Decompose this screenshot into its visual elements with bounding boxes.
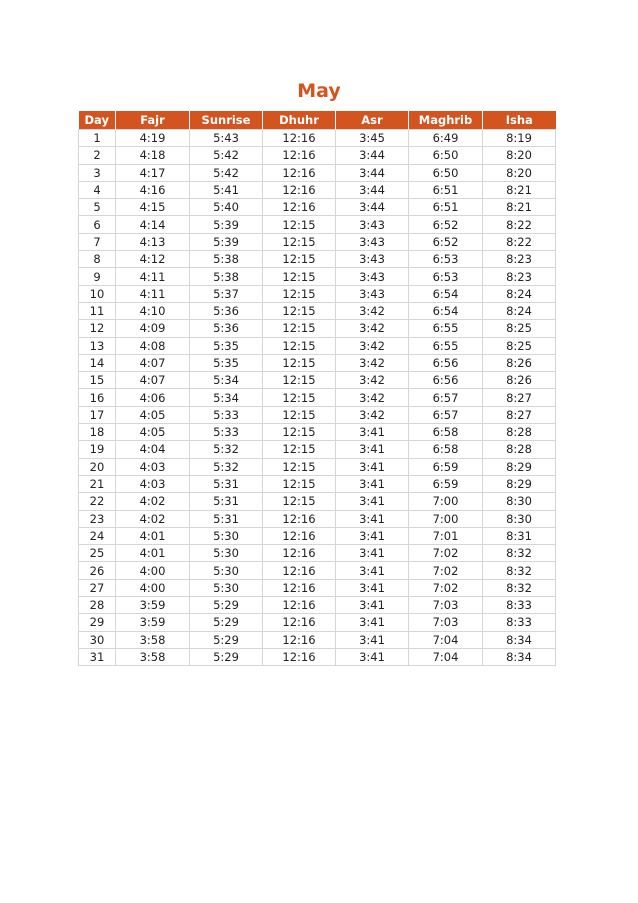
cell-dhuhr: 12:16: [263, 147, 336, 164]
cell-asr: 3:41: [336, 562, 409, 579]
cell-fajr: 4:11: [116, 285, 190, 302]
table-row: [79, 354, 556, 371]
column-header-maghrib: Maghrib: [409, 111, 483, 130]
cell-fajr: 4:17: [116, 164, 190, 181]
cell-asr: 3:41: [336, 458, 409, 475]
cell-day: 20: [79, 458, 116, 475]
table-row: [79, 424, 556, 441]
cell-dhuhr: 12:16: [263, 545, 336, 562]
cell-sunrise: 5:37: [190, 285, 263, 302]
cell-asr: 3:41: [336, 597, 409, 614]
cell-maghrib: 6:53: [409, 251, 483, 268]
cell-maghrib: 6:58: [409, 424, 483, 441]
cell-maghrib: 6:52: [409, 233, 483, 250]
cell-dhuhr: 12:15: [263, 302, 336, 319]
cell-day: 8: [79, 251, 116, 268]
cell-sunrise: 5:32: [190, 458, 263, 475]
cell-sunrise: 5:33: [190, 424, 263, 441]
cell-fajr: 4:04: [116, 441, 190, 458]
cell-dhuhr: 12:15: [263, 251, 336, 268]
cell-maghrib: 7:02: [409, 579, 483, 596]
cell-sunrise: 5:29: [190, 648, 263, 665]
cell-fajr: 4:18: [116, 147, 190, 164]
cell-fajr: 3:58: [116, 631, 190, 648]
cell-isha: 8:32: [483, 579, 556, 596]
cell-fajr: 4:06: [116, 389, 190, 406]
cell-isha: 8:34: [483, 631, 556, 648]
cell-dhuhr: 12:16: [263, 199, 336, 216]
cell-fajr: 4:15: [116, 199, 190, 216]
table-row: [79, 458, 556, 475]
cell-asr: 3:42: [336, 389, 409, 406]
cell-isha: 8:23: [483, 251, 556, 268]
cell-fajr: 4:03: [116, 475, 190, 492]
table-row: [79, 320, 556, 337]
cell-isha: 8:24: [483, 285, 556, 302]
table-row: [79, 562, 556, 579]
cell-day: 30: [79, 631, 116, 648]
cell-asr: 3:41: [336, 545, 409, 562]
cell-isha: 8:31: [483, 527, 556, 544]
cell-asr: 3:42: [336, 372, 409, 389]
column-header-isha: Isha: [483, 111, 556, 130]
cell-isha: 8:33: [483, 614, 556, 631]
cell-asr: 3:44: [336, 199, 409, 216]
cell-maghrib: 6:57: [409, 389, 483, 406]
cell-sunrise: 5:41: [190, 181, 263, 198]
cell-fajr: 4:14: [116, 216, 190, 233]
cell-isha: 8:30: [483, 510, 556, 527]
cell-dhuhr: 12:15: [263, 320, 336, 337]
cell-day: 15: [79, 372, 116, 389]
table-header: [79, 111, 556, 130]
cell-dhuhr: 12:15: [263, 354, 336, 371]
cell-day: 12: [79, 320, 116, 337]
column-header-sunrise: Sunrise: [190, 111, 263, 130]
cell-isha: 8:20: [483, 164, 556, 181]
cell-dhuhr: 12:16: [263, 631, 336, 648]
cell-day: 7: [79, 233, 116, 250]
cell-maghrib: 6:51: [409, 181, 483, 198]
cell-dhuhr: 12:15: [263, 285, 336, 302]
cell-asr: 3:41: [336, 424, 409, 441]
table-row: [79, 389, 556, 406]
cell-day: 11: [79, 302, 116, 319]
cell-maghrib: 6:49: [409, 130, 483, 147]
cell-day: 9: [79, 268, 116, 285]
cell-maghrib: 7:00: [409, 493, 483, 510]
cell-day: 19: [79, 441, 116, 458]
cell-sunrise: 5:31: [190, 493, 263, 510]
cell-maghrib: 6:56: [409, 354, 483, 371]
cell-asr: 3:42: [336, 406, 409, 423]
cell-sunrise: 5:31: [190, 475, 263, 492]
cell-fajr: 4:05: [116, 424, 190, 441]
cell-sunrise: 5:38: [190, 251, 263, 268]
table-row: [79, 372, 556, 389]
cell-dhuhr: 12:16: [263, 164, 336, 181]
cell-day: 23: [79, 510, 116, 527]
cell-sunrise: 5:32: [190, 441, 263, 458]
cell-asr: 3:42: [336, 354, 409, 371]
cell-fajr: 4:09: [116, 320, 190, 337]
cell-sunrise: 5:36: [190, 320, 263, 337]
cell-sunrise: 5:30: [190, 562, 263, 579]
cell-isha: 8:33: [483, 597, 556, 614]
cell-maghrib: 7:02: [409, 545, 483, 562]
cell-isha: 8:26: [483, 354, 556, 371]
cell-day: 25: [79, 545, 116, 562]
cell-fajr: 4:05: [116, 406, 190, 423]
cell-maghrib: 6:52: [409, 216, 483, 233]
cell-isha: 8:32: [483, 562, 556, 579]
cell-sunrise: 5:33: [190, 406, 263, 423]
cell-asr: 3:41: [336, 527, 409, 544]
cell-day: 18: [79, 424, 116, 441]
page-title: May: [297, 80, 341, 102]
cell-fajr: 4:13: [116, 233, 190, 250]
cell-asr: 3:41: [336, 614, 409, 631]
table-row: [79, 493, 556, 510]
cell-isha: 8:22: [483, 233, 556, 250]
cell-dhuhr: 12:16: [263, 579, 336, 596]
table-row: [79, 285, 556, 302]
table-row: [79, 441, 556, 458]
cell-asr: 3:43: [336, 251, 409, 268]
cell-sunrise: 5:29: [190, 597, 263, 614]
cell-asr: 3:42: [336, 302, 409, 319]
table-row: [79, 527, 556, 544]
cell-dhuhr: 12:15: [263, 389, 336, 406]
table-row: [79, 648, 556, 665]
table-row: [79, 302, 556, 319]
cell-dhuhr: 12:15: [263, 458, 336, 475]
cell-dhuhr: 12:16: [263, 510, 336, 527]
cell-asr: 3:42: [336, 337, 409, 354]
table-row: [79, 147, 556, 164]
cell-day: 6: [79, 216, 116, 233]
cell-sunrise: 5:29: [190, 631, 263, 648]
cell-asr: 3:44: [336, 164, 409, 181]
cell-dhuhr: 12:15: [263, 268, 336, 285]
cell-maghrib: 6:55: [409, 320, 483, 337]
cell-isha: 8:29: [483, 458, 556, 475]
cell-day: 22: [79, 493, 116, 510]
cell-maghrib: 7:03: [409, 614, 483, 631]
cell-dhuhr: 12:16: [263, 181, 336, 198]
table-row: [79, 164, 556, 181]
table-row: [79, 268, 556, 285]
cell-isha: 8:25: [483, 320, 556, 337]
cell-isha: 8:21: [483, 181, 556, 198]
cell-asr: 3:43: [336, 268, 409, 285]
cell-fajr: 4:02: [116, 510, 190, 527]
cell-fajr: 4:19: [116, 130, 190, 147]
cell-asr: 3:42: [336, 320, 409, 337]
cell-isha: 8:30: [483, 493, 556, 510]
cell-dhuhr: 12:16: [263, 130, 336, 147]
cell-day: 17: [79, 406, 116, 423]
cell-maghrib: 7:02: [409, 562, 483, 579]
cell-dhuhr: 12:15: [263, 424, 336, 441]
table-row: [79, 579, 556, 596]
cell-isha: 8:25: [483, 337, 556, 354]
cell-dhuhr: 12:16: [263, 648, 336, 665]
cell-isha: 8:29: [483, 475, 556, 492]
cell-day: 1: [79, 130, 116, 147]
table-row: [79, 251, 556, 268]
cell-day: 29: [79, 614, 116, 631]
header-row: [79, 111, 556, 130]
cell-fajr: 4:08: [116, 337, 190, 354]
table-row: [79, 216, 556, 233]
cell-fajr: 4:00: [116, 562, 190, 579]
cell-day: 2: [79, 147, 116, 164]
cell-day: 5: [79, 199, 116, 216]
cell-day: 13: [79, 337, 116, 354]
table-row: [79, 510, 556, 527]
cell-dhuhr: 12:15: [263, 493, 336, 510]
cell-fajr: 4:02: [116, 493, 190, 510]
cell-isha: 8:27: [483, 389, 556, 406]
cell-asr: 3:41: [336, 493, 409, 510]
cell-dhuhr: 12:16: [263, 527, 336, 544]
table-row: [79, 199, 556, 216]
cell-isha: 8:19: [483, 130, 556, 147]
cell-dhuhr: 12:16: [263, 597, 336, 614]
cell-sunrise: 5:38: [190, 268, 263, 285]
cell-fajr: 4:16: [116, 181, 190, 198]
cell-fajr: 4:07: [116, 372, 190, 389]
cell-maghrib: 7:01: [409, 527, 483, 544]
cell-dhuhr: 12:15: [263, 233, 336, 250]
cell-isha: 8:24: [483, 302, 556, 319]
cell-day: 24: [79, 527, 116, 544]
cell-isha: 8:28: [483, 424, 556, 441]
cell-day: 10: [79, 285, 116, 302]
cell-isha: 8:20: [483, 147, 556, 164]
cell-sunrise: 5:34: [190, 372, 263, 389]
cell-maghrib: 6:55: [409, 337, 483, 354]
cell-asr: 3:41: [336, 510, 409, 527]
cell-asr: 3:43: [336, 216, 409, 233]
cell-isha: 8:27: [483, 406, 556, 423]
cell-sunrise: 5:42: [190, 164, 263, 181]
cell-sunrise: 5:42: [190, 147, 263, 164]
table-row: [79, 337, 556, 354]
cell-isha: 8:34: [483, 648, 556, 665]
cell-day: 26: [79, 562, 116, 579]
cell-asr: 3:44: [336, 181, 409, 198]
table-row: [79, 130, 556, 147]
table-row: [79, 233, 556, 250]
cell-maghrib: 6:57: [409, 406, 483, 423]
cell-asr: 3:43: [336, 233, 409, 250]
table-row: [79, 631, 556, 648]
cell-sunrise: 5:35: [190, 337, 263, 354]
prayer-times-table: [78, 111, 556, 666]
table-row: [79, 597, 556, 614]
cell-asr: 3:43: [336, 285, 409, 302]
cell-fajr: 4:12: [116, 251, 190, 268]
cell-fajr: 4:03: [116, 458, 190, 475]
cell-day: 16: [79, 389, 116, 406]
cell-maghrib: 6:51: [409, 199, 483, 216]
table-row: [79, 406, 556, 423]
cell-dhuhr: 12:15: [263, 216, 336, 233]
cell-asr: 3:41: [336, 441, 409, 458]
table-row: [79, 181, 556, 198]
cell-asr: 3:45: [336, 130, 409, 147]
cell-sunrise: 5:35: [190, 354, 263, 371]
cell-sunrise: 5:29: [190, 614, 263, 631]
cell-fajr: 4:10: [116, 302, 190, 319]
cell-sunrise: 5:40: [190, 199, 263, 216]
cell-maghrib: 7:00: [409, 510, 483, 527]
table-row: [79, 545, 556, 562]
cell-fajr: 4:00: [116, 579, 190, 596]
cell-dhuhr: 12:15: [263, 475, 336, 492]
cell-maghrib: 6:58: [409, 441, 483, 458]
cell-sunrise: 5:39: [190, 216, 263, 233]
table-row: [79, 475, 556, 492]
cell-isha: 8:32: [483, 545, 556, 562]
cell-isha: 8:21: [483, 199, 556, 216]
cell-fajr: 3:59: [116, 614, 190, 631]
cell-sunrise: 5:30: [190, 579, 263, 596]
cell-maghrib: 6:56: [409, 372, 483, 389]
cell-sunrise: 5:30: [190, 545, 263, 562]
column-header-dhuhr: Dhuhr: [263, 111, 336, 130]
cell-day: 14: [79, 354, 116, 371]
cell-maghrib: 6:53: [409, 268, 483, 285]
cell-dhuhr: 12:15: [263, 337, 336, 354]
cell-fajr: 3:59: [116, 597, 190, 614]
cell-maghrib: 7:04: [409, 631, 483, 648]
cell-maghrib: 6:50: [409, 164, 483, 181]
cell-sunrise: 5:39: [190, 233, 263, 250]
column-header-fajr: Fajr: [116, 111, 190, 130]
cell-sunrise: 5:36: [190, 302, 263, 319]
cell-asr: 3:41: [336, 631, 409, 648]
cell-day: 21: [79, 475, 116, 492]
cell-fajr: 4:11: [116, 268, 190, 285]
cell-asr: 3:44: [336, 147, 409, 164]
table-row: [79, 614, 556, 631]
cell-maghrib: 6:54: [409, 285, 483, 302]
column-header-day: Day: [79, 111, 116, 130]
cell-asr: 3:41: [336, 579, 409, 596]
column-header-asr: Asr: [336, 111, 409, 130]
table-body: [79, 130, 556, 666]
cell-day: 27: [79, 579, 116, 596]
cell-day: 28: [79, 597, 116, 614]
cell-fajr: 3:58: [116, 648, 190, 665]
cell-fajr: 4:01: [116, 545, 190, 562]
cell-isha: 8:22: [483, 216, 556, 233]
cell-maghrib: 7:03: [409, 597, 483, 614]
cell-maghrib: 6:50: [409, 147, 483, 164]
cell-asr: 3:41: [336, 648, 409, 665]
cell-isha: 8:23: [483, 268, 556, 285]
cell-sunrise: 5:31: [190, 510, 263, 527]
cell-dhuhr: 12:15: [263, 372, 336, 389]
cell-day: 3: [79, 164, 116, 181]
cell-dhuhr: 12:16: [263, 562, 336, 579]
cell-dhuhr: 12:15: [263, 441, 336, 458]
cell-dhuhr: 12:16: [263, 614, 336, 631]
cell-sunrise: 5:34: [190, 389, 263, 406]
cell-asr: 3:41: [336, 475, 409, 492]
cell-maghrib: 6:59: [409, 458, 483, 475]
cell-isha: 8:28: [483, 441, 556, 458]
cell-day: 4: [79, 181, 116, 198]
cell-maghrib: 6:54: [409, 302, 483, 319]
cell-maghrib: 7:04: [409, 648, 483, 665]
cell-isha: 8:26: [483, 372, 556, 389]
cell-sunrise: 5:30: [190, 527, 263, 544]
cell-fajr: 4:07: [116, 354, 190, 371]
cell-maghrib: 6:59: [409, 475, 483, 492]
cell-sunrise: 5:43: [190, 130, 263, 147]
cell-dhuhr: 12:15: [263, 406, 336, 423]
cell-fajr: 4:01: [116, 527, 190, 544]
cell-day: 31: [79, 648, 116, 665]
